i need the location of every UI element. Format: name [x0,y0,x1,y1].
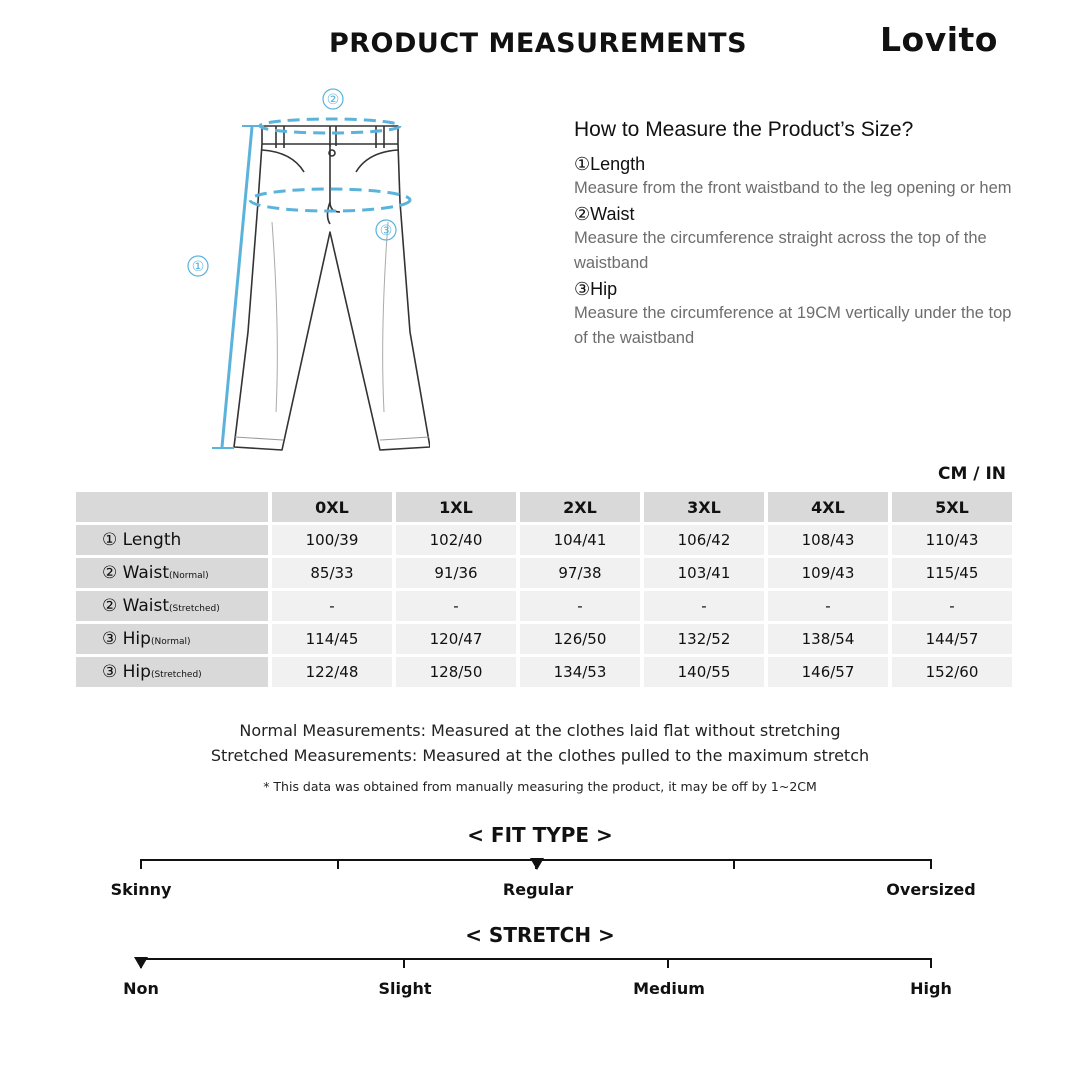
row-label: ② Waist(Stretched) [76,591,268,621]
hip-title: ③Hip [574,278,618,299]
scale-line [140,958,932,960]
waist-title: ②Waist [574,203,635,224]
table-cell: - [644,591,764,621]
fit-type-scale [140,859,932,871]
marker-length: ① [191,259,205,275]
length-title: ①Length [574,154,646,174]
page-title: PRODUCT MEASUREMENTS [328,28,748,59]
table-cell: 110/43 [892,525,1012,555]
size-header: 2XL [520,492,640,522]
stretch-label-high: High [910,979,952,998]
how-to-heading: How to Measure the Product’s Size? [574,118,914,141]
fit-label-regular: Regular [502,880,574,899]
row-label: ③ Hip(Stretched) [76,657,268,687]
table-cell: 132/52 [644,624,764,654]
table-cell: 122/48 [272,657,392,687]
waist-desc: Measure the circumference straight across the top of the waistband [574,228,987,272]
fit-label-oversized: Oversized [886,880,976,899]
table-cell: - [520,591,640,621]
measurement-notes [0,718,1080,799]
table-cell: 128/50 [396,657,516,687]
stretch-scale [140,958,932,970]
normal-note: Normal Measurements: Measured at the clothes laid flat without stretching [239,721,841,740]
pants-diagram [180,82,430,457]
table-cell: 120/47 [396,624,516,654]
table-cell: 152/60 [892,657,1012,687]
size-header-row [76,492,1012,522]
table-row [76,591,1012,621]
scale-tick [733,859,735,869]
unit-label: CM / IN [938,464,1006,484]
table-cell: - [892,591,1012,621]
table-cell: - [396,591,516,621]
size-header: 3XL [644,492,764,522]
stretch-label-slight: Slight [378,979,432,998]
marker-waist: ② [326,92,340,108]
size-header: 4XL [768,492,888,522]
scale-tick [930,958,932,968]
table-corner [76,492,268,522]
size-header: 5XL [892,492,1012,522]
table-cell: 104/41 [520,525,640,555]
table-row [76,558,1012,588]
table-row [76,525,1012,555]
fit-type-title: < FIT TYPE > [467,823,613,847]
size-header: 1XL [396,492,516,522]
table-cell: 91/36 [396,558,516,588]
size-header: 0XL [272,492,392,522]
stretch-title: < STRETCH > [465,923,615,947]
table-cell: - [272,591,392,621]
scale-tick [403,958,405,968]
scale-tick [667,958,669,968]
disclaimer: * This data was obtained from manually measuring the product, it may be off by 1~2CM [263,779,817,794]
table-cell: 106/42 [644,525,764,555]
table-cell: 103/41 [644,558,764,588]
fit-type-marker [530,858,544,870]
scale-tick [140,859,142,869]
brand-logo: Lovito [880,20,998,59]
table-cell: 97/38 [520,558,640,588]
scale-tick [930,859,932,869]
table-cell: - [768,591,888,621]
how-to-measure [574,118,1014,352]
table-cell: 114/45 [272,624,392,654]
table-cell: 138/54 [768,624,888,654]
length-desc: Measure from the front waistband to the leg opening or hem [574,179,1012,197]
fit-label-skinny: Skinny [110,880,172,899]
stretch-label-medium: Medium [633,979,705,998]
measurement-guides [212,119,410,448]
row-label: ① Length [76,525,268,555]
stretch-label-non: Non [123,979,159,998]
table-cell: 144/57 [892,624,1012,654]
table-cell: 102/40 [396,525,516,555]
table-row [76,657,1012,687]
table-cell: 100/39 [272,525,392,555]
table-cell: 115/45 [892,558,1012,588]
table-cell: 134/53 [520,657,640,687]
table-row [76,624,1012,654]
stretched-note: Stretched Measurements: Measured at the clothes pulled to the maximum stretch [210,746,870,765]
hip-desc: Measure the circumference at 19CM vertically under the top of the waistband [574,303,1012,347]
row-label: ③ Hip(Normal) [76,624,268,654]
size-table [72,489,1016,690]
stretch-marker [134,957,148,969]
table-cell: 140/55 [644,657,764,687]
table-cell: 108/43 [768,525,888,555]
table-cell: 85/33 [272,558,392,588]
table-cell: 146/57 [768,657,888,687]
row-label: ② Waist(Normal) [76,558,268,588]
scale-tick [337,859,339,869]
table-cell: 126/50 [520,624,640,654]
marker-hip: ③ [379,223,393,239]
table-cell: 109/43 [768,558,888,588]
